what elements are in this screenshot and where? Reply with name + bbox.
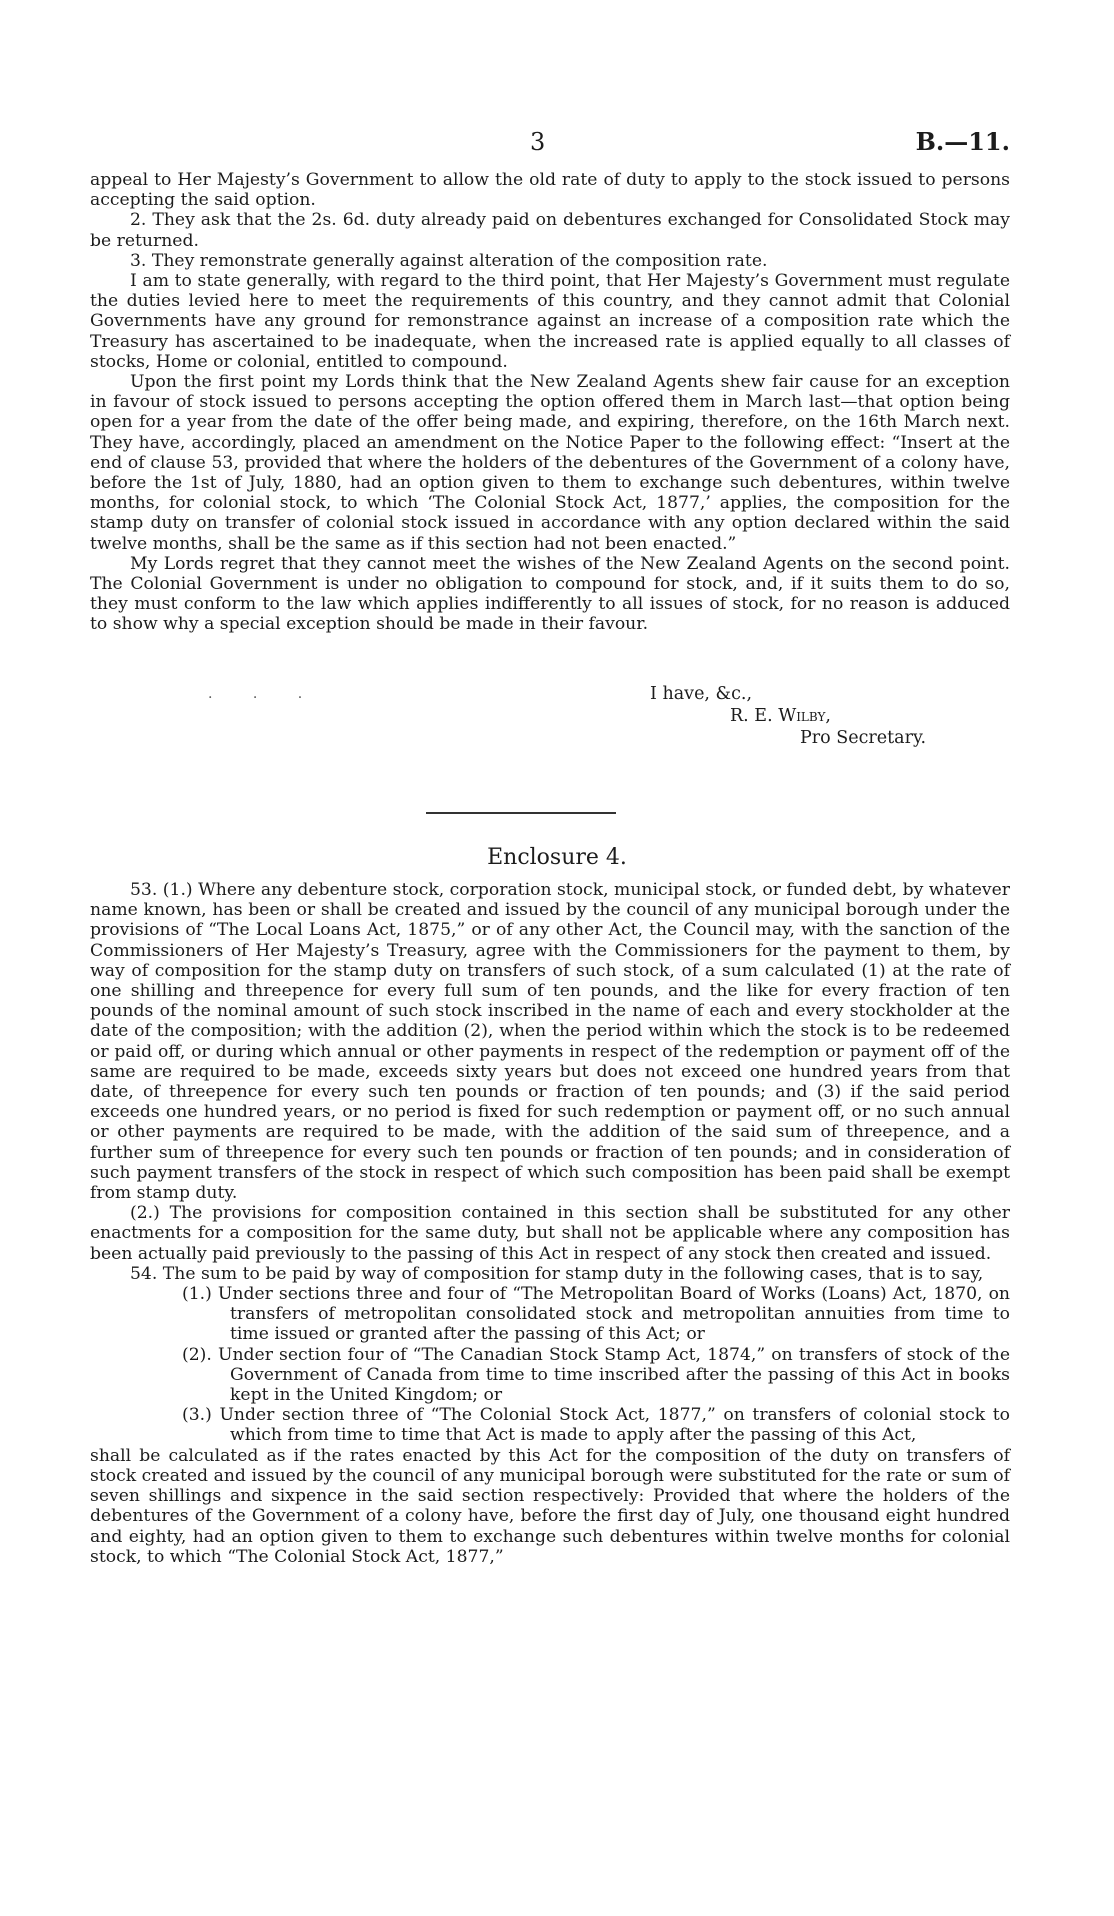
document-reference: B.—11. xyxy=(915,127,1010,156)
list-item: (3.) Under section three of “The Colonial Stock Act, 1877,” on transfers of colonial stock to which from time to time that Act is made to apply after the passing of this Act, xyxy=(182,1405,1010,1446)
list-item: (1.) Under sections three and four of “The Metropolitan Board of Works (Loans) Act, 1870, on transfers of metropolitan consolidated stock and metropolitan annuities from time to time issued or granted after the passing of this Act; or xyxy=(182,1284,1010,1345)
list-item: (2). Under section four of “The Canadian Stock Stamp Act, 1874,” on transfers of stock of the Government of Canada from time to time inscribed after the passing of this Act in books kept in the United Kingdom; or xyxy=(182,1344,1010,1406)
letter-paragraph: 2. They ask that the 2s. 6d. duty already paid on debentures exchanged for Consolidated Stock may be returned. xyxy=(90,210,1010,251)
enclosure-body xyxy=(90,880,1010,1567)
letter-paragraph: My Lords regret that they cannot meet the wishes of the New Zealand Agents on the second point. The Colonial Government is under no obligation to compound for stock, and, if it suits them to do so, they must conform to the law which applies indifferently to all issues of stock, for no reason is adduced to show why a special exception should be made in their favour. xyxy=(90,553,1010,635)
closing-salutation: I have, &c., xyxy=(650,684,753,704)
section-divider xyxy=(426,812,616,814)
letter-paragraph: Upon the first point my Lords think that the New Zealand Agents shew fair cause for an exception in favour of stock issued to persons accepting the option offered them in March last—that option being open for a year from the date of the offer being made, and expiring, therefore, on the 16th March next. They have, accordingly, placed an amendment on the Notice Paper to the following effect: “Insert at the end of clause 53, provided that where the holders of the debentures of the Government of a colony have, before the 1st of July, 1880, had an option given to them to exchange such debentures, within twelve months, for colonial stock, to which ‘The Colonial Stock Act, 1877,’ applies, the composition for the stamp duty on transfer of colonial stock issued in accordance with any option declared within the said twelve months, shall be the same as if this section had not been enacted.” xyxy=(90,372,1010,554)
page-number: 3 xyxy=(530,128,546,156)
ellipsis-marks: . . . xyxy=(208,686,321,702)
signatory-name: R. E. Wilby, xyxy=(730,706,831,726)
page-header xyxy=(90,128,1010,160)
enclosure-paragraph: 54. The sum to be paid by way of composition for stamp duty in the following cases, that is to say, xyxy=(130,1263,984,1284)
enclosure-list xyxy=(90,1284,1010,1446)
letter-paragraph: I am to state generally, with regard to the third point, that Her Majesty’s Government must regulate the duties levied here to meet the requirements of this country, and they cannot admit that Colonial Governments have any ground for remonstrance against an increase of a composition rate which the Treasury has ascertained to be inadequate, when the increased rate is applied equally to all classes of stocks, Home or colonial, entitled to compound. xyxy=(90,271,1010,372)
letter-body xyxy=(90,170,1010,635)
enclosure-paragraph: (2.) The provisions for composition contained in this section shall be substituted for any other enactments for a composition for the same duty, but shall not be applicable where any composition has been actually paid previously to the passing of this Act in respect of any stock then created and issued. xyxy=(90,1203,1010,1264)
letter-paragraph: appeal to Her Majesty’s Government to allow the old rate of duty to apply to the stock issued to persons accepting the said option. xyxy=(90,170,1010,211)
enclosure-paragraph: 53. (1.) Where any debenture stock, corporation stock, municipal stock, or funded debt, by whatever name known, has been or shall be created and issued by the council of any municipal borough under the provisions of “The Local Loans Act, 1875,” or of any other Act, the Council may, with the sanction of the Commissioners of Her Majesty’s Treasury, agree with the Commissioners for the payment to them, by way of composition for the stamp duty on transfers of such stock, of a sum calculated (1) at the rate of one shilling and threepence for every full sum of ten pounds, and the like for every fraction of ten pounds of the nominal amount of such stock inscribed in the name of each and every stockholder at the date of the composition; with the addition (2), when the period within which the stock is to be redeemed or paid off, or during which annual or other payments in respect of the redemption or payment off of the same are required to be made, exceeds sixty years but does not exceed one hundred years from that date, of threepence for every such ten pounds or fraction of ten pounds; and (3) if the said period exceeds one hundred years, or no period is fixed for such redemption or payment off, or no such annual or other payments are required to be made, with the addition of the said sum of threepence, and a further sum of threepence for every such ten pounds or fraction of ten pounds; and in consideration of such payment transfers of the stock in respect of which such composition has been paid shall be exempt from stamp duty. xyxy=(90,880,1010,1204)
enclosure-heading: Enclosure 4. xyxy=(487,845,627,870)
enclosure-final-paragraph: shall be calculated as if the rates enacted by this Act for the composition of the duty on transfers of stock created and issued by the council of any municipal borough were substituted for the rate or sum of seven shillings and sixpence in the said section respectively: Provided that where the holders of the debentures of the Government of a colony have, before the first day of July, one thousand eight hundred and eighty, had an option given to them to exchange such debentures within twelve months for colonial stock, to which “The Colonial Stock Act, 1877,” xyxy=(90,1445,1010,1567)
letter-paragraph: 3. They remonstrate generally against alteration of the composition rate. xyxy=(130,250,768,271)
signatory-title: Pro Secretary. xyxy=(800,728,927,748)
